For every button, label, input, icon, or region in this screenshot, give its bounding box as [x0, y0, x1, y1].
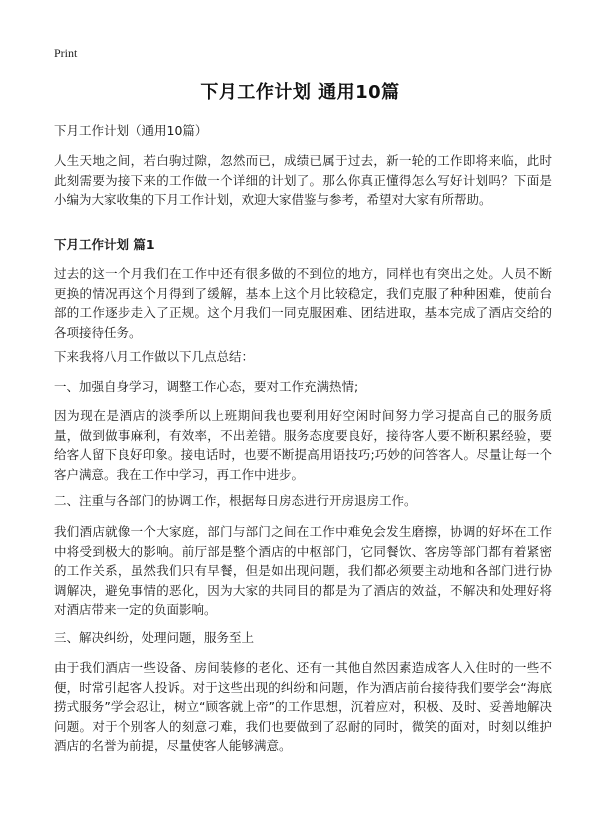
point-3-heading: 三、解决纠纷，处理问题，服务至上	[54, 630, 255, 645]
paragraph-1: 过去的这一个月我们在工作中还有很多做的不到位的地方，同样也有突出之处。人员不断更换的情况再这个月得到了缓解，基本上这个月比较稳定，我们克服了种种困难，使前台部的工作逐步走入了正规。这个月我们一同克服困难、团结进取，基本完成了酒店交给的各项接待任务。	[54, 266, 552, 340]
paragraph-point-2: 我们酒店就像一个大家庭，部门与部门之间在工作中难免会发生磨擦，协调的好坏在工作中将受到极大的影响。前厅部是整个酒店的中枢部门，它同餐饮、客房等部门都有着紧密的工作关系，虽然我们只有早餐，但是如出现问题，我们都必须要主动地和各部门进行协调解决，避免事情的恶化，因为大家的共同目的都是为了酒店的效益，不解决和处理好将对酒店带来一定的负面影响。	[54, 524, 552, 618]
paragraph-2: 下来我将八月工作做以下几点总结：	[54, 349, 255, 364]
point-1-heading: 一、加强自身学习，调整工作心态，要对工作充满热情;	[54, 379, 359, 394]
document-subtitle: 下月工作计划（通用10篇）	[54, 123, 208, 138]
paragraph-point-3: 由于我们酒店一些设备、房间装修的老化、还有一其他自然因素造成客人入住时的一些不便，时常引起客人投诉。对于这些出现的纠纷和问题，作为酒店前台接待我们要学会“海底捞式服务”学会忍让，树立“顾客就上帝”的工作思想，沉着应对，积极、及时、妥善地解决问题。对于个别客人的刻意刁难，我们也要做到了忍耐的同时，微笑的面对，时刻以维护酒店的名誉为前提，尽量使客人能够满意。	[54, 660, 552, 754]
intro-paragraph: 人生天地之间，若白驹过隙，忽然而已，成绩已属于过去，新一轮的工作即将来临，此时此刻需要为接下来的工作做一个详细的计划了。那么你真正懂得怎么写好计划吗？下面是小编为大家收集的下月工作计划，欢迎大家借鉴与参考，希望对大家有所帮助。	[54, 153, 552, 208]
document-title: 下月工作计划 通用10篇	[200, 82, 400, 103]
print-link[interactable]: Print	[54, 46, 78, 60]
section-heading: 下月工作计划 篇1	[54, 237, 155, 252]
paragraph-point-1: 因为现在是酒店的淡季所以上班期间我也要利用好空闲时间努力学习提高自己的服务质量，做到做事麻利，有效率，不出差错。服务态度要良好，接待客人要不断积累经验，要给客人留下良好印象。接电话时，也要不断提高用语技巧;巧妙的问答客人。尽量让每一个客户满意。我在工作中学习，再工作中进步。	[54, 408, 552, 482]
point-2-heading: 二、注重与各部门的协调工作，根据每日房态进行开房退房工作。	[54, 493, 417, 508]
